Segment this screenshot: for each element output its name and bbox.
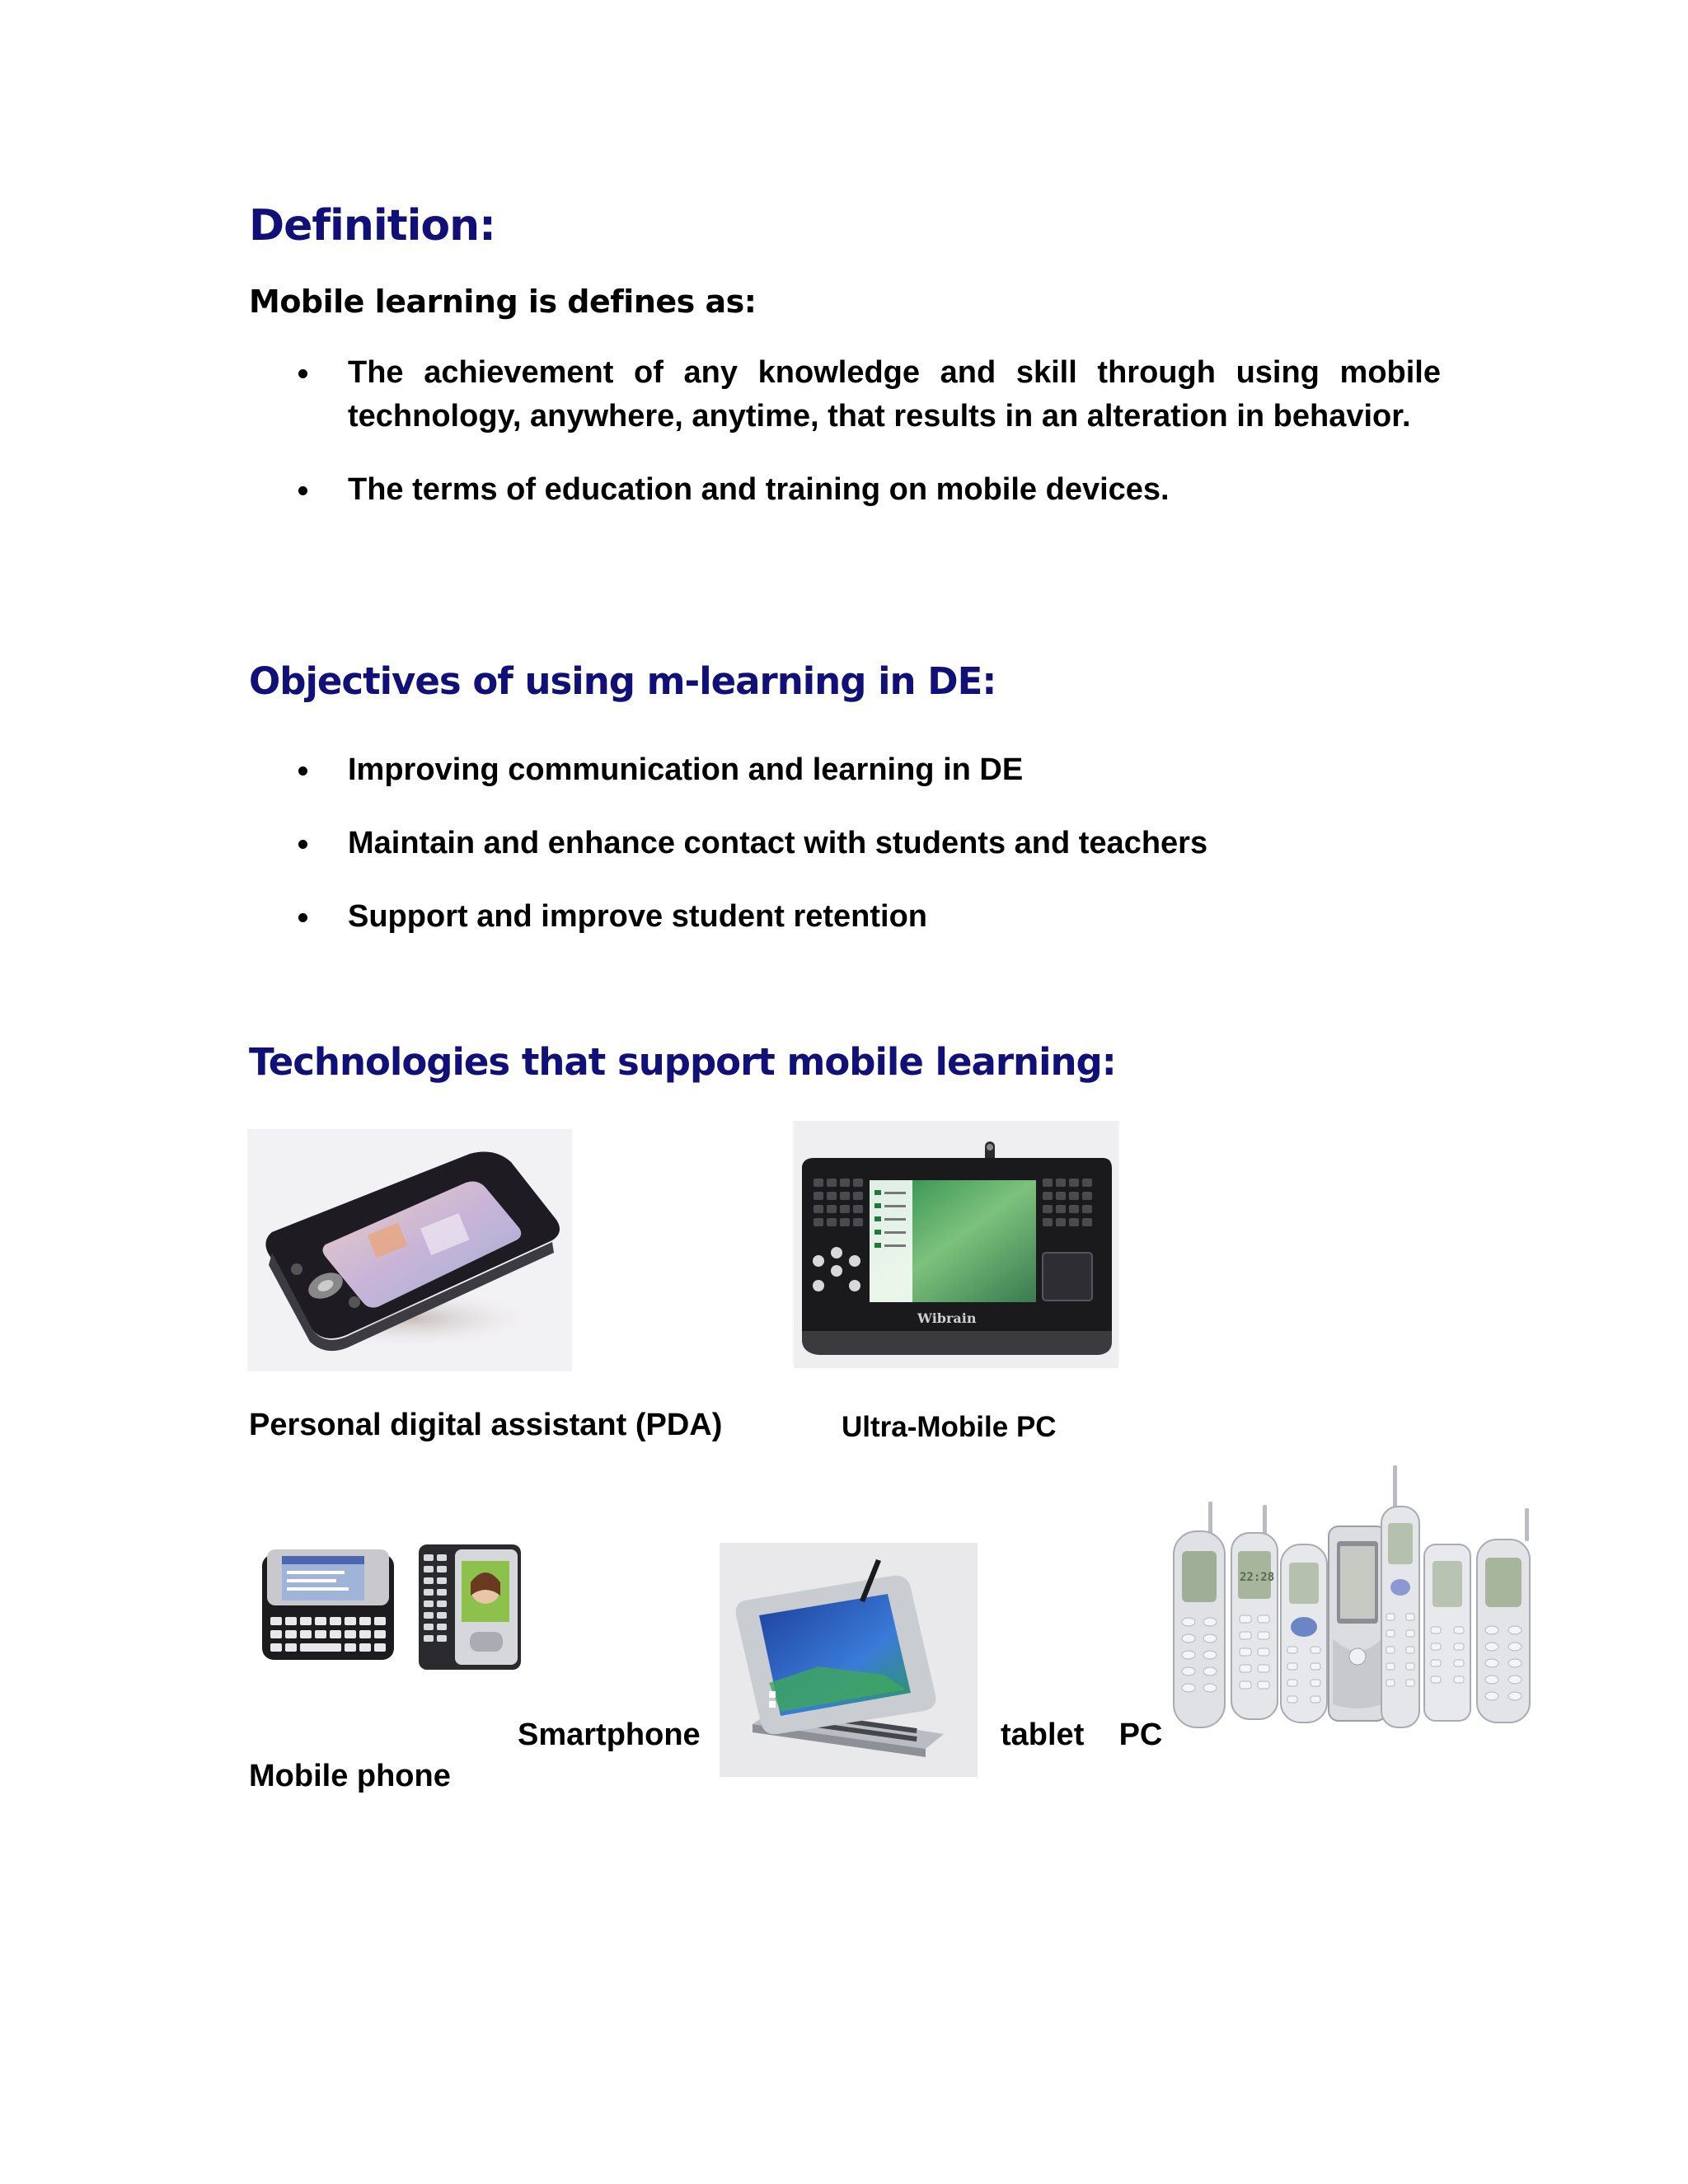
objective-bullet-2: Maintain and enhance contact with students and teachers <box>249 822 1441 865</box>
mobile-phone-caption: Mobile phone <box>249 1759 451 1793</box>
tablet-pc-caption: tablet PC <box>1001 1718 1163 1752</box>
phone-clock-text: 22:28 <box>1240 1571 1275 1584</box>
umpc-caption: Ultra-Mobile PC <box>842 1411 1057 1443</box>
umpc-image <box>794 1121 1118 1368</box>
objective-bullet-1: Improving communication and learning in DE <box>249 748 1441 792</box>
definition-list <box>249 351 1441 512</box>
objectives-heading: Objectives of using m-learning in DE: <box>249 659 996 703</box>
technologies-heading: Technologies that support mobile learning: <box>249 1040 1116 1084</box>
objectives-list <box>249 748 1441 939</box>
mobile-phones-image <box>1164 1465 1540 1739</box>
definition-intro: Mobile learning is defines as: <box>249 284 757 320</box>
pda-caption: Personal digital assistant (PDA) <box>249 1408 723 1442</box>
definition-heading: Definition: <box>249 201 495 251</box>
objective-bullet-3: Support and improve student retention <box>249 895 1441 939</box>
smartphone-caption: Smartphone <box>518 1718 701 1752</box>
definition-bullet-1: The achievement of any knowledge and skill through using mobile technology, anywhere, anytime, that results in an alteration in behavior. <box>249 351 1441 438</box>
umpc-logo-text: Wibrain <box>917 1310 977 1326</box>
smartphone-image <box>257 1541 526 1675</box>
tablet-pc-image <box>720 1543 978 1777</box>
pda-image <box>247 1129 572 1371</box>
definition-bullet-2: The terms of education and training on mobile devices. <box>249 468 1441 512</box>
